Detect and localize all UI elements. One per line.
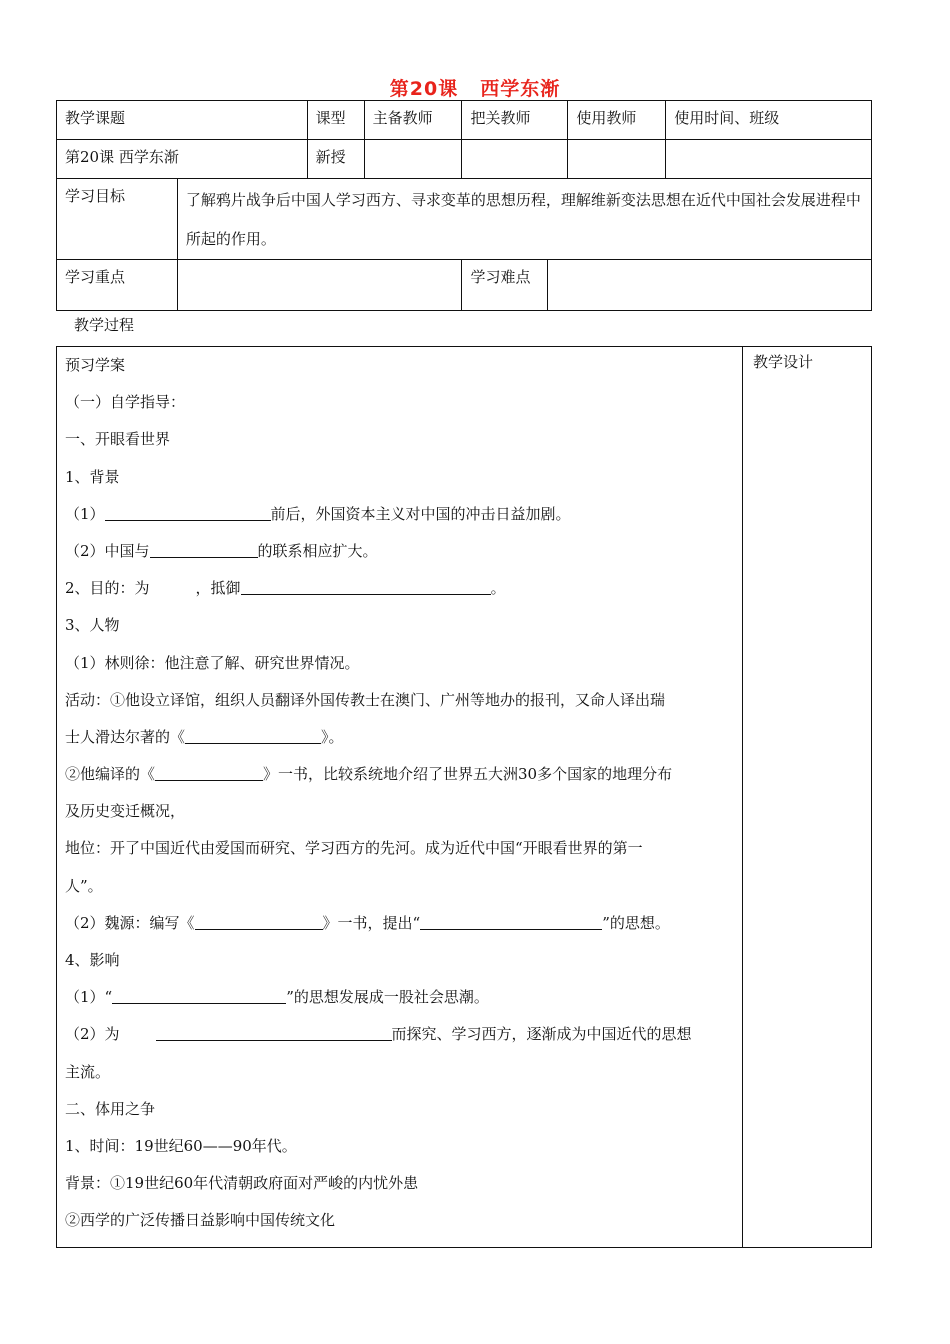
title-lesson-name: 西学东渐 [480, 78, 561, 100]
item-text: 。 [490, 579, 506, 598]
time-class-cell [666, 140, 872, 179]
item-text: （1） [65, 504, 105, 523]
list-item: 背景：①19世纪60年代清朝政府面对严峻的内忧外患 [65, 1174, 419, 1193]
item-text: ”的思想。 [602, 913, 670, 932]
topic-value: 第20课 西学东渐 [57, 140, 308, 179]
list-item [65, 979, 732, 1016]
fill-blank[interactable] [155, 765, 263, 781]
lead-teacher-cell [364, 140, 462, 179]
fill-blank[interactable] [105, 505, 271, 521]
process-label: 教学过程 [74, 316, 135, 334]
list-item [65, 1016, 732, 1053]
item-text: （1）“ [65, 988, 113, 1007]
key-points-label: 学习重点 [57, 260, 178, 311]
header-type: 课型 [307, 101, 364, 140]
list-item: 人”。 [65, 876, 103, 895]
user-teacher-cell [568, 140, 666, 179]
item-text: ②他编译的《 [65, 765, 156, 784]
list-item [65, 533, 732, 570]
list-item: 地位：开了中国近代由爱国而研究、学习西方的先河。成为近代中国“开眼看世界的第一 [65, 839, 643, 858]
item-text: 》一书，提出“ [322, 913, 421, 932]
key-points-cell [177, 260, 462, 311]
list-item: 及历史变迁概况， [65, 802, 186, 821]
type-value: 新授 [307, 140, 364, 179]
objectives-text: 了解鸦片战争后中国人学习西方、寻求变革的思想历程，理解维新变法思想在近代中国社会发展进程中所起的作用。 [177, 179, 871, 260]
list-item [65, 905, 732, 942]
item-text: ，抵御 [195, 579, 241, 598]
list-item: ②西学的广泛传播日益影响中国传统文化 [65, 1211, 336, 1230]
item-text: ”的思想发展成一股社会思潮。 [286, 988, 489, 1007]
study-plan-heading: 预习学案 [65, 356, 126, 374]
influence-heading: 4、影响 [65, 951, 120, 969]
list-item: 活动：①他设立译馆，组织人员翻译外国传教士在澳门、广州等地办的报刊，又命人译出瑞 [65, 690, 666, 709]
figures-heading: 3、人物 [65, 616, 120, 635]
fill-blank[interactable] [112, 988, 286, 1004]
section-two-heading: 二、体用之争 [65, 1099, 156, 1118]
fill-blank[interactable] [195, 914, 323, 930]
fill-blank[interactable] [420, 914, 602, 930]
list-item: （1）林则徐：他注意了解、研究世界情况。 [65, 653, 360, 672]
header-user-teacher: 使用教师 [568, 101, 666, 140]
review-teacher-cell [462, 140, 568, 179]
section-one-heading: 一、开眼看世界 [65, 430, 171, 449]
teaching-design-cell [743, 347, 872, 1248]
self-study-guide: （一）自学指导： [65, 393, 186, 412]
study-plan-cell [57, 347, 743, 1248]
header-review-teacher: 把关教师 [462, 101, 568, 140]
teaching-design-label: 教学设计 [753, 353, 814, 371]
page-title [0, 74, 950, 101]
background-heading: 1、背景 [65, 467, 120, 486]
item-text: 而探究、学习西方，逐渐成为中国近代的思想 [391, 1025, 692, 1044]
difficulty-label: 学习难点 [462, 260, 548, 311]
item-text: 》。 [321, 727, 344, 746]
header-lead-teacher: 主备教师 [364, 101, 462, 140]
item-text: 前后，外国资本主义对中国的冲击日益加剧。 [270, 504, 571, 523]
lesson-info-table [56, 100, 872, 311]
list-item [65, 756, 732, 793]
title-lesson-number: 第20课 [389, 78, 459, 100]
item-text: 士人滑达尔著的《 [65, 727, 186, 746]
item-text: 2、目的：为 [65, 579, 150, 598]
fill-blank[interactable] [156, 1025, 392, 1041]
fill-blank[interactable] [185, 728, 321, 744]
item-text: （2）魏源：编写《 [65, 913, 195, 932]
fill-blank[interactable] [150, 542, 258, 558]
list-item [65, 719, 732, 756]
header-topic: 教学课题 [57, 101, 308, 140]
list-item: 1、时间：19世纪60——90年代。 [65, 1136, 297, 1155]
list-item: 主流。 [65, 1062, 111, 1081]
list-item [65, 570, 732, 607]
objectives-label: 学习目标 [57, 179, 178, 260]
item-text: （2）为 [65, 1025, 120, 1044]
item-text: 》一书，比较系统地介绍了世界五大洲30多个国家的地理分布 [263, 765, 673, 784]
list-item [65, 496, 732, 533]
difficulty-cell [548, 260, 872, 311]
process-table [56, 346, 872, 1248]
header-time-class: 使用时间、班级 [666, 101, 872, 140]
item-text: 的联系相应扩大。 [257, 541, 378, 560]
fill-blank[interactable] [241, 579, 491, 595]
item-text: （2）中国与 [65, 541, 150, 560]
